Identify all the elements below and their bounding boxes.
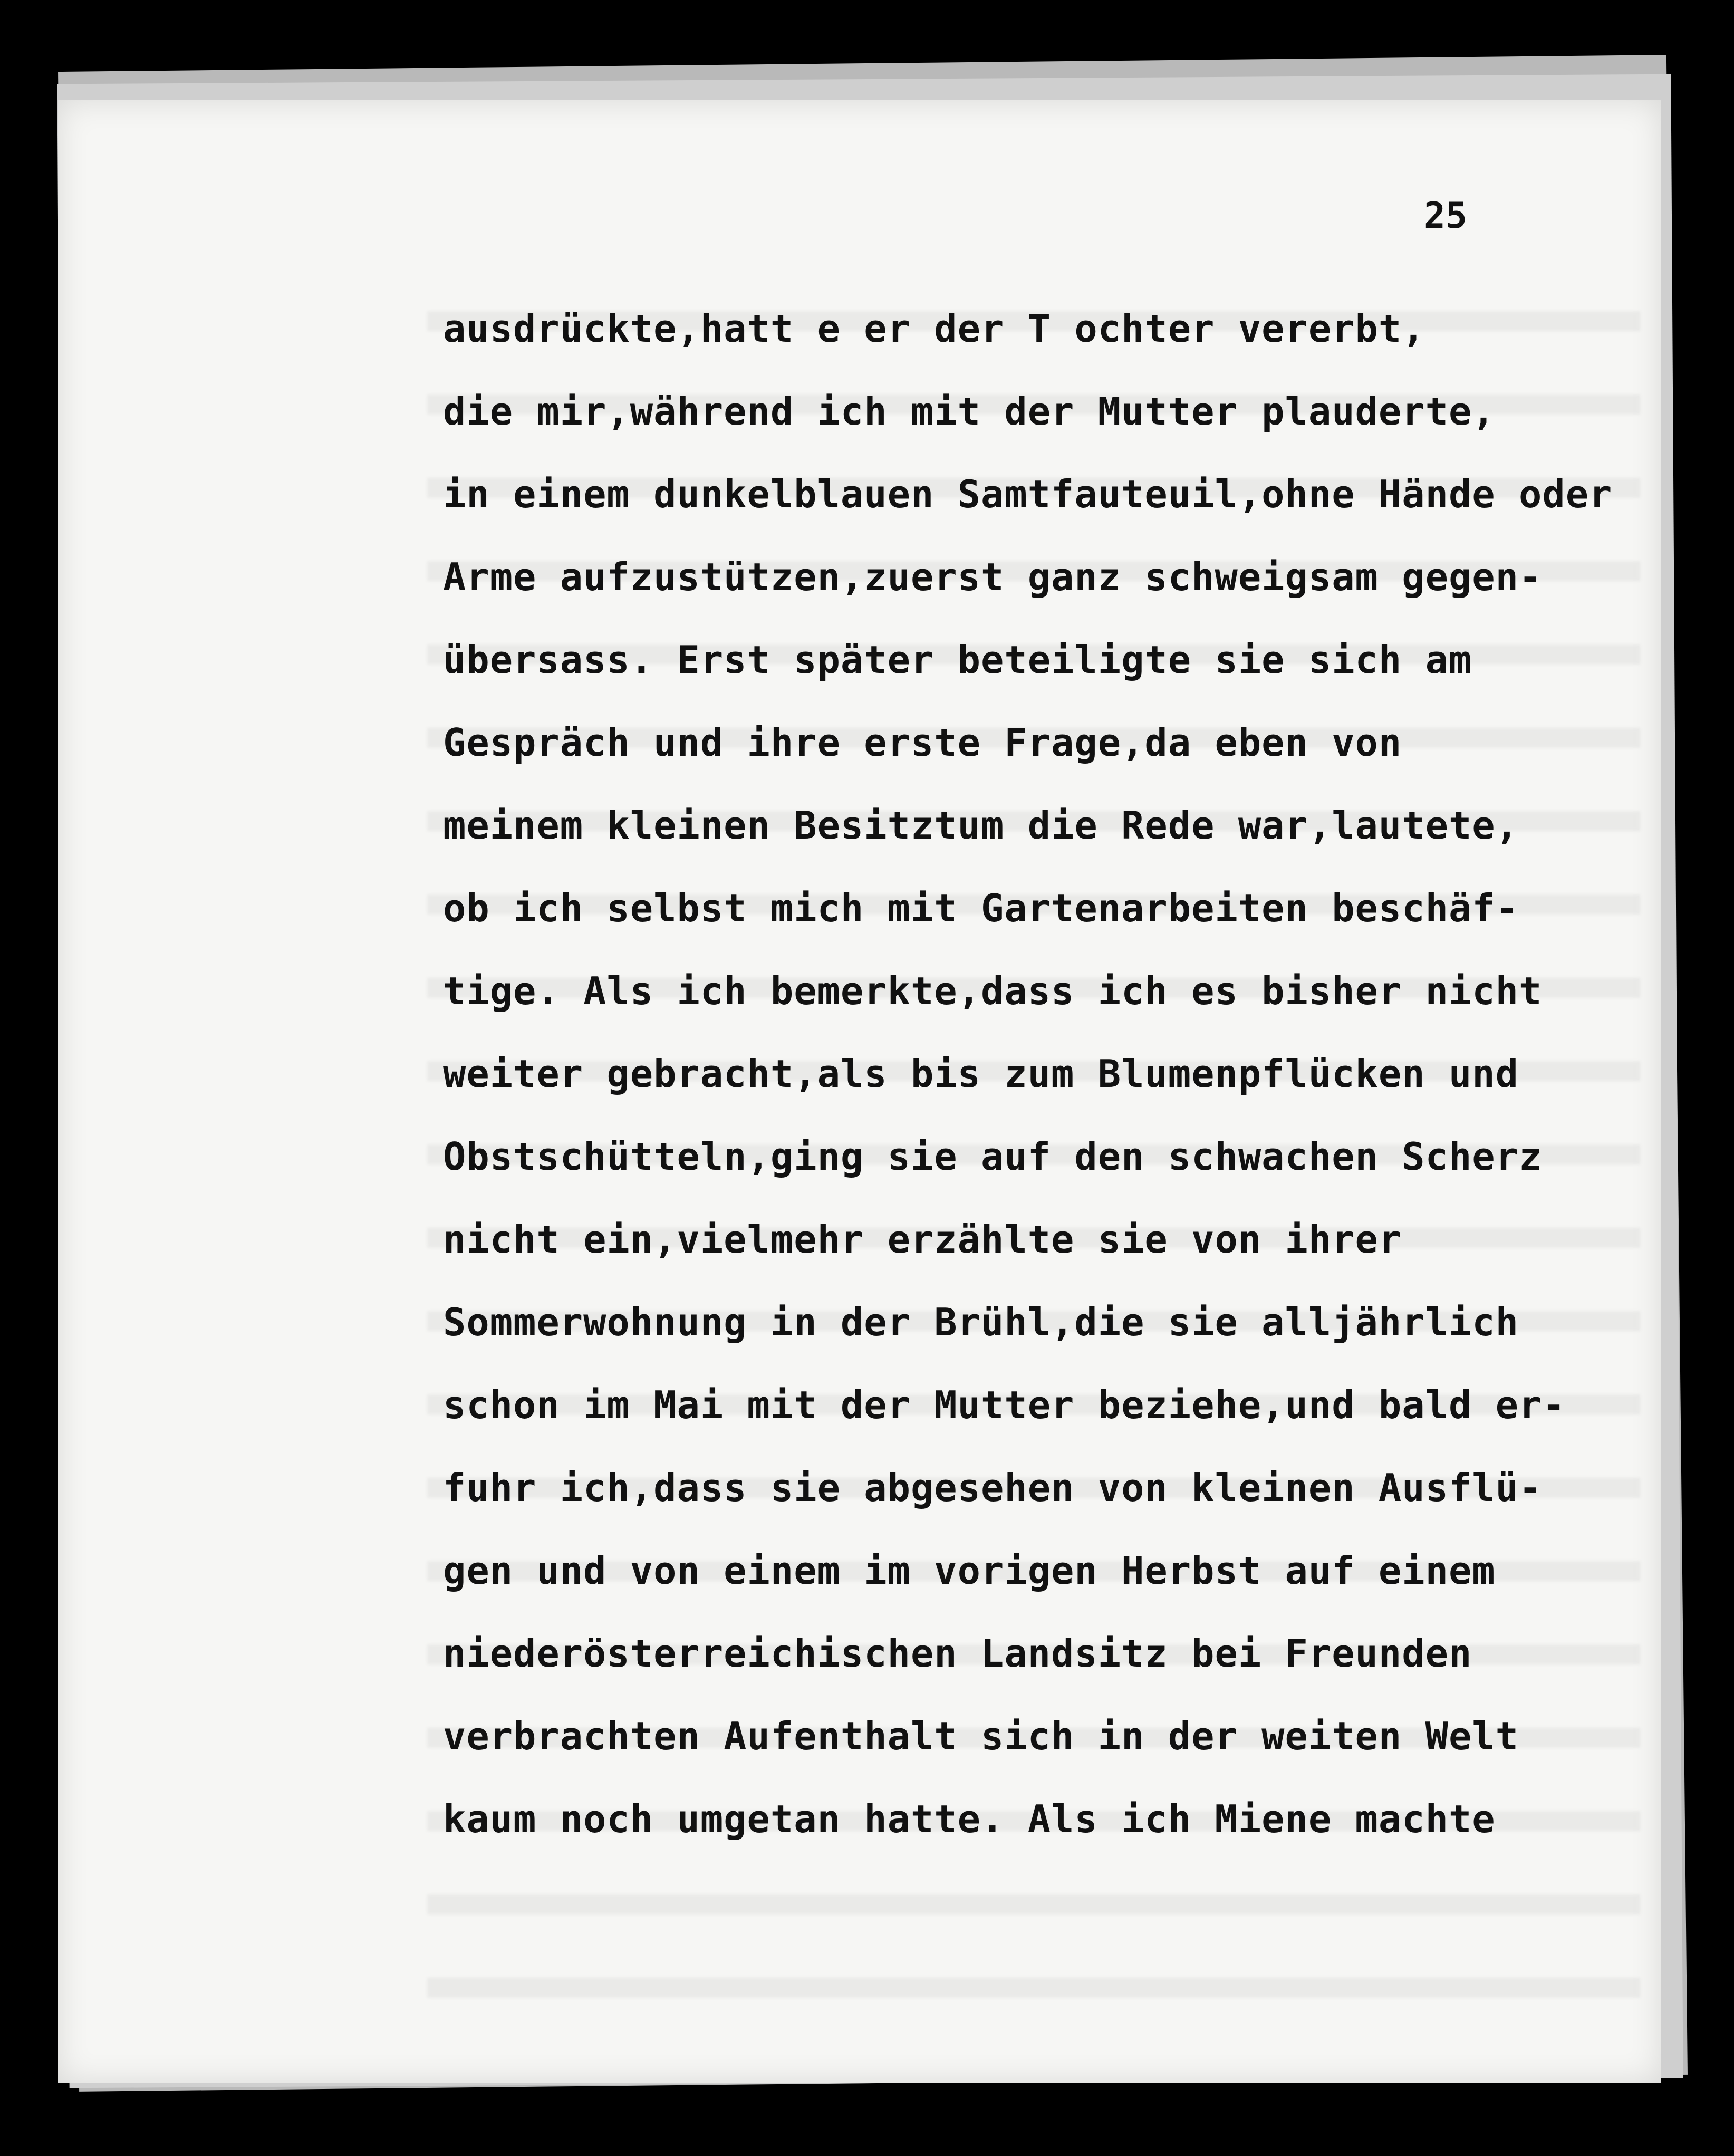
text-line: Arme aufzustützen,zuerst ganz schweigsam gegen- <box>443 555 1543 599</box>
text-line: ob ich selbst mich mit Gartenarbeiten beschäf- <box>443 886 1519 930</box>
body-text <box>443 287 1698 1861</box>
text-line: die mir,während ich mit der Mutter plauderte, <box>443 389 1496 434</box>
text-line: ausdrückte,hatt e er der T ochter vererbt, <box>443 306 1425 351</box>
text-line: gen und von einem im vorigen Herbst auf einem <box>443 1548 1496 1593</box>
text-line: tige. Als ich bemerkte,dass ich es bisher nicht <box>443 969 1543 1013</box>
text-line: in einem dunkelblauen Samtfauteuil,ohne Hände oder <box>443 472 1613 516</box>
text-line: Gespräch und ihre erste Frage,da eben von <box>443 720 1402 765</box>
text-line: übersass. Erst später beteiligte sie sich am <box>443 638 1472 682</box>
text-line: fuhr ich,dass sie abgesehen von kleinen Ausflü- <box>443 1466 1543 1510</box>
text-line: Sommerwohnung in der Brühl,die sie alljährlich <box>443 1300 1519 1344</box>
text-line: weiter gebracht,als bis zum Blumenpflücken und <box>443 1052 1519 1096</box>
text-line: schon im Mai mit der Mutter beziehe,und bald er- <box>443 1383 1566 1427</box>
text-line: kaum noch umgetan hatte. Als ich Miene machte <box>443 1797 1496 1841</box>
text-line: nicht ein,vielmehr erzählte sie von ihrer <box>443 1217 1402 1262</box>
text-line: meinem kleinen Besitztum die Rede war,lautete, <box>443 803 1519 848</box>
text-line: niederösterreichischen Landsitz bei Freunden <box>443 1631 1472 1676</box>
text-line: Obstschütteln,ging sie auf den schwachen Scherz <box>443 1134 1543 1179</box>
text-line: verbrachten Aufenthalt sich in der weiten Welt <box>443 1714 1519 1758</box>
page-number: 25 <box>1424 195 1467 237</box>
